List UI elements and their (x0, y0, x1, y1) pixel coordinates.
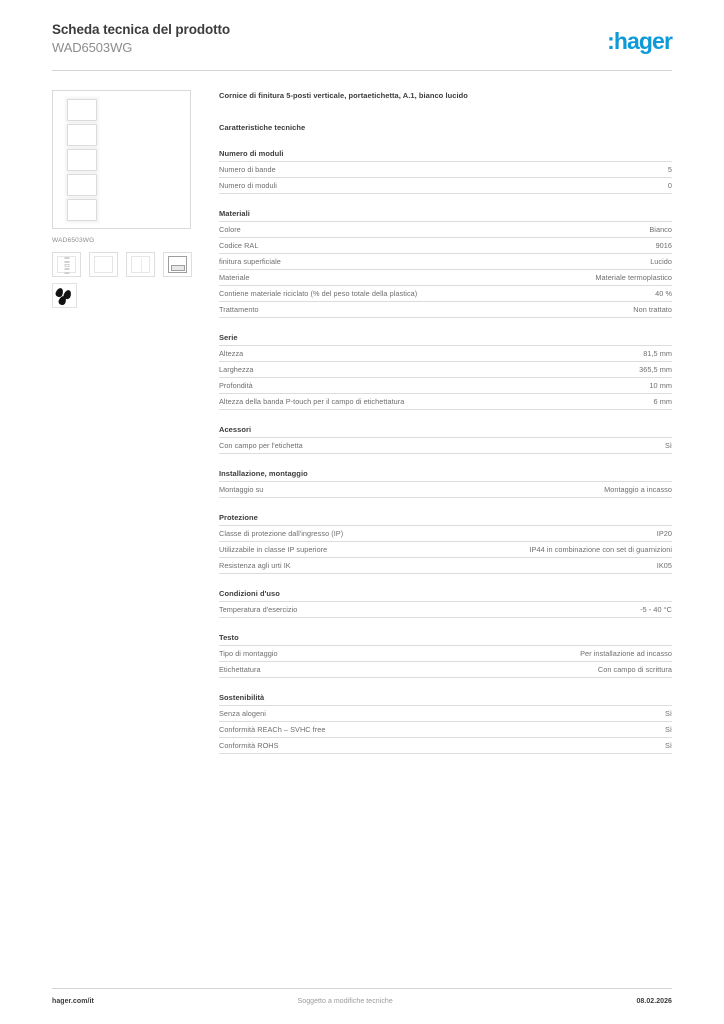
thumbnail-row-secondary (52, 283, 192, 308)
spec-label: Etichettatura (219, 665, 261, 674)
spec-value: 81,5 mm (643, 349, 672, 358)
spec-group-title: Materiali (219, 209, 250, 218)
spec-value: IK05 (656, 561, 672, 570)
spec-label: Larghezza (219, 365, 254, 374)
spec-group-title: Condizioni d'uso (219, 589, 280, 598)
spec-row (219, 645, 672, 661)
spec-row (219, 345, 672, 361)
thumbnail-frame-strip[interactable] (52, 252, 81, 277)
thumbnail-frame-line[interactable] (126, 252, 155, 277)
page-header (52, 22, 672, 70)
spec-label: Conformità ROHS (219, 741, 279, 750)
spec-value: 9016 (655, 241, 672, 250)
thumbnail-border-icon (94, 256, 113, 273)
spec-label: Altezza della banda P-touch per il campo di etichettatura (219, 397, 405, 406)
spec-value: -5 - 40 °C (640, 605, 672, 614)
product-frame-plate (64, 96, 100, 224)
product-image-caption: WAD6503WG (52, 237, 95, 244)
spec-row (219, 481, 672, 498)
spec-row (219, 361, 672, 377)
spec-row (219, 301, 672, 318)
spec-value: Materiale termoplastico (595, 273, 672, 282)
spec-group (219, 693, 672, 754)
spec-row (219, 221, 672, 237)
spec-row (219, 269, 672, 285)
product-description: Cornice di finitura 5-posti verticale, portaetichetta, A.1, bianco lucido (219, 91, 468, 100)
spec-value: IP20 (656, 529, 672, 538)
spec-value: Sì (665, 725, 672, 734)
spec-group-title: Testo (219, 633, 239, 642)
spec-label: Numero di moduli (219, 181, 277, 190)
spec-group (219, 633, 672, 678)
page-footer (52, 998, 672, 1005)
plate-cell (67, 124, 97, 146)
spec-value: 365,5 mm (639, 365, 672, 374)
spec-row (219, 253, 672, 269)
spec-label: Materiale (219, 273, 250, 282)
spec-label: Colore (219, 225, 241, 234)
spec-value: 6 mm (653, 397, 672, 406)
spec-row (219, 525, 672, 541)
spec-group (219, 149, 672, 194)
footer-disclaimer: Soggetto a modifiche tecniche (297, 998, 393, 1005)
spec-row (219, 161, 672, 177)
product-image (52, 90, 191, 229)
spec-label: Altezza (219, 349, 244, 358)
hager-logo (607, 28, 672, 54)
spec-label: finitura superficiale (219, 257, 281, 266)
spec-value: 10 mm (649, 381, 672, 390)
spec-value: Sì (665, 441, 672, 450)
spec-value: Per installazione ad incasso (580, 649, 672, 658)
spec-group (219, 333, 672, 410)
spec-value: 5 (667, 165, 672, 174)
plate-cell (67, 174, 97, 196)
spec-label: Resistenza agli urti IK (219, 561, 291, 570)
thumbnail-flush-mount[interactable] (163, 252, 192, 277)
product-reference: WAD6503WG (52, 40, 133, 55)
plate-cell (67, 199, 97, 221)
spec-row (219, 237, 672, 253)
spec-value: 40 % (655, 289, 672, 298)
spec-label: Tipo di montaggio (219, 649, 278, 658)
spec-group (219, 469, 672, 498)
spec-label: Classe di protezione dall'ingresso (IP) (219, 529, 344, 538)
plate-cell (67, 149, 97, 171)
spec-label: Profondità (219, 381, 253, 390)
spec-row (219, 661, 672, 678)
water-drops-icon[interactable] (52, 283, 77, 308)
logo-colon-icon: : (607, 28, 614, 54)
spec-label: Codice RAL (219, 241, 259, 250)
spec-row (219, 285, 672, 301)
header-divider (52, 70, 672, 71)
spec-value: Montaggio a incasso (604, 485, 672, 494)
footer-date: 08.02.2026 (636, 998, 672, 1005)
spec-group (219, 425, 672, 454)
spec-group-title: Serie (219, 333, 238, 342)
product-media-column (52, 90, 192, 308)
spec-group (219, 589, 672, 618)
spec-group (219, 209, 672, 318)
flush-mount-icon (168, 256, 187, 273)
footer-website-link[interactable]: hager.com/it (52, 998, 94, 1005)
spec-group-title: Protezione (219, 513, 258, 522)
thumbnail-frame-blank[interactable] (89, 252, 118, 277)
spec-row (219, 177, 672, 194)
spec-row (219, 437, 672, 454)
logo-wordmark: hager (613, 28, 672, 54)
spec-label: Con campo per l'etichetta (219, 441, 303, 450)
page-title: Scheda tecnica del prodotto (52, 22, 231, 37)
spec-value: Sì (665, 709, 672, 718)
spec-row (219, 541, 672, 557)
footer-divider (52, 988, 672, 989)
spec-label: Temperatura d'esercizio (219, 605, 298, 614)
spec-label: Contiene materiale riciclato (% del peso totale della plastica) (219, 289, 418, 298)
spec-row (219, 721, 672, 737)
spec-group (219, 513, 672, 574)
spec-value: Lucido (650, 257, 672, 266)
spec-row (219, 705, 672, 721)
technical-characteristics-heading: Caratteristiche tecniche (219, 123, 306, 132)
spec-label: Senza alogeni (219, 709, 266, 718)
spec-value: Con campo di scrittura (597, 665, 672, 674)
spec-value: Bianco (649, 225, 672, 234)
thumbnail-row-primary (52, 252, 192, 277)
spec-label: Utilizzabile in classe IP superiore (219, 545, 328, 554)
spec-row (219, 737, 672, 754)
thumbnail-strip-icon (64, 257, 69, 274)
spec-label: Conformità REACh – SVHC free (219, 725, 326, 734)
specifications-column (219, 90, 672, 769)
spec-row (219, 557, 672, 574)
spec-group-title: Numero di moduli (219, 149, 284, 158)
plate-cell (67, 99, 97, 121)
spec-group-title: Sostenibilità (219, 693, 265, 702)
thumbnail-vertical-line-icon (141, 258, 142, 272)
spec-group-title: Installazione, montaggio (219, 469, 308, 478)
spec-row (219, 393, 672, 410)
spec-groups (219, 149, 672, 754)
spec-row (219, 601, 672, 618)
spec-value: Sì (665, 741, 672, 750)
spec-value: Non trattato (633, 305, 672, 314)
spec-value: IP44 in combinazione con set di guarnizioni (529, 545, 672, 554)
spec-label: Montaggio su (219, 485, 264, 494)
spec-row (219, 377, 672, 393)
spec-value: 0 (667, 181, 672, 190)
spec-label: Trattamento (219, 305, 259, 314)
spec-label: Numero di bande (219, 165, 276, 174)
spec-group-title: Acessori (219, 425, 252, 434)
